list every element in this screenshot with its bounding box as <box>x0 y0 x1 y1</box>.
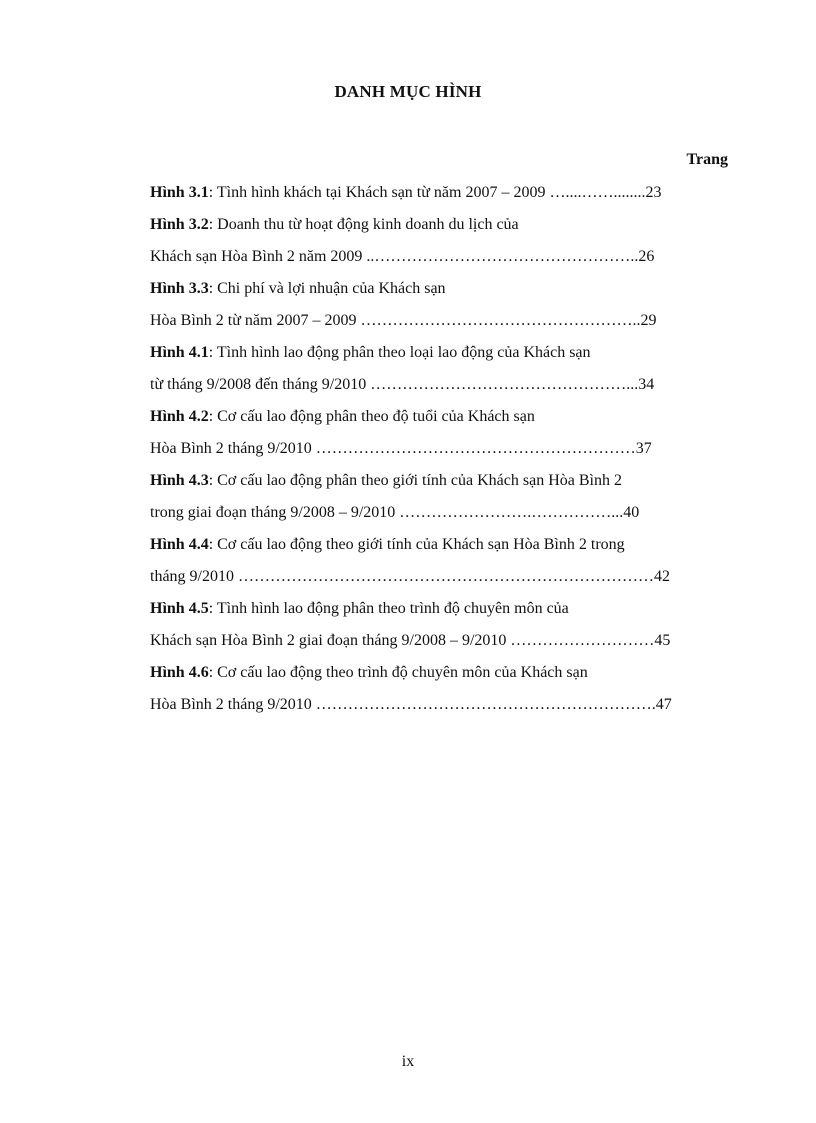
figure-entry <box>150 534 728 598</box>
figure-label: Hình 4.1 <box>150 344 209 361</box>
figure-caption: : Cơ cấu lao động theo giới tính của Khách sạn Hòa Bình 2 trong <box>208 536 625 553</box>
figure-label: Hình 4.6 <box>150 664 209 681</box>
figure-entry <box>150 278 728 342</box>
figure-entry <box>150 342 728 406</box>
figure-caption: : Cơ cấu lao động theo trình độ chuyên môn của Khách sạn <box>208 664 588 681</box>
figure-caption-continued: Hòa Bình 2 từ năm 2007 – 2009 ……………………………………………..29 <box>150 312 657 329</box>
figure-caption: : Tình hình lao động phân theo trình độ chuyên môn của <box>208 600 569 617</box>
figure-entry <box>150 470 728 534</box>
figure-label: Hình 3.2 <box>150 216 209 233</box>
figure-label: Hình 3.3 <box>150 280 209 297</box>
figure-caption-continued: trong giai đoạn tháng 9/2008 – 9/2010 …………………….……………...40 <box>150 504 640 521</box>
figure-caption: : Tình hình khách tại Khách sạn từ năm 2007 – 2009 …....……........23 <box>208 184 662 201</box>
figure-entry <box>150 662 728 726</box>
page-title: DANH MỤC HÌNH <box>334 82 482 101</box>
figure-caption-continued: Hòa Bình 2 tháng 9/2010 ……………………………………………………….47 <box>150 696 672 713</box>
figure-caption-continued: tháng 9/2010 ……………………………………………………………………42 <box>150 568 670 585</box>
figure-entry <box>150 406 728 470</box>
figure-caption: : Tình hình lao động phân theo loại lao động của Khách sạn <box>208 344 591 361</box>
figure-label: Hình 4.2 <box>150 408 209 425</box>
page-number: ix <box>401 1053 415 1070</box>
figure-list <box>150 182 728 726</box>
figure-entry <box>150 214 728 278</box>
figure-caption: : Chi phí và lợi nhuận của Khách sạn <box>208 280 446 297</box>
figure-caption-continued: từ tháng 9/2008 đến tháng 9/2010 …………………………………………...34 <box>150 376 655 393</box>
figure-caption: : Cơ cấu lao động phân theo độ tuổi của Khách sạn <box>208 408 535 425</box>
figure-label: Hình 4.4 <box>150 536 209 553</box>
figure-caption-continued: Khách sạn Hòa Bình 2 năm 2009 ..…………………………………………..26 <box>150 248 655 265</box>
figure-label: Hình 3.1 <box>150 184 209 201</box>
figure-caption-continued: Hòa Bình 2 tháng 9/2010 ……………………………………………………37 <box>150 440 652 457</box>
figure-caption: : Doanh thu từ hoạt động kinh doanh du lịch của <box>208 216 519 233</box>
figure-entry <box>150 182 728 214</box>
figure-caption-continued: Khách sạn Hòa Bình 2 giai đoạn tháng 9/2008 – 9/2010 ………………………45 <box>150 632 671 649</box>
figure-label: Hình 4.3 <box>150 472 209 489</box>
page-column-header: Trang <box>686 151 728 168</box>
figure-label: Hình 4.5 <box>150 600 209 617</box>
figure-entry <box>150 598 728 662</box>
figure-caption: : Cơ cấu lao động phân theo giới tính của Khách sạn Hòa Bình 2 <box>208 472 622 489</box>
